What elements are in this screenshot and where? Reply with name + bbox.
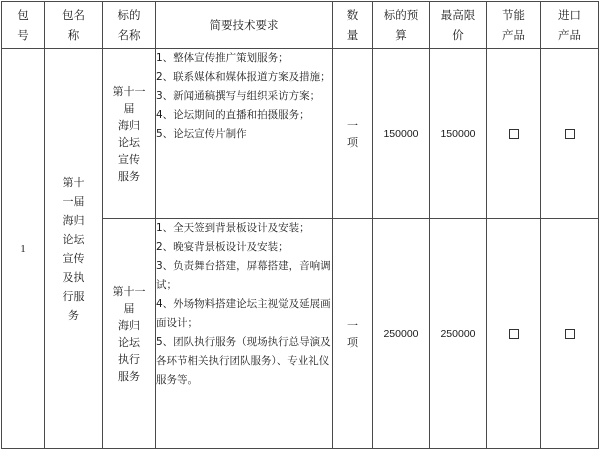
quantity-cell	[333, 219, 373, 449]
max-price-cell	[430, 219, 487, 449]
package-name-line: 宣传	[62, 251, 85, 265]
item-name-line: 第十一	[112, 84, 146, 98]
requirement-line: 2、联系媒体和媒体报道方案及措施；	[156, 71, 331, 83]
header-text: 价	[452, 28, 464, 42]
package-name-cell	[45, 49, 103, 449]
quantity-line: 一	[347, 318, 358, 332]
header-text: 包	[17, 8, 29, 22]
energy-saving-cell	[487, 219, 541, 449]
header-text: 进口	[558, 8, 581, 22]
header-text: 名称	[117, 28, 141, 42]
header-text: 号	[17, 28, 29, 42]
item-name-line: 海归	[118, 318, 140, 332]
package-name-line: 海归	[62, 213, 85, 227]
package-name-line: 务	[68, 308, 79, 322]
requirement-line: 1、全天签到背景板设计及安装；	[156, 222, 310, 234]
requirement-line: 1、整体宣传推广策划服务；	[156, 52, 289, 64]
header-requirements	[156, 2, 333, 49]
budget-cell	[373, 49, 430, 219]
quantity-line: 一	[347, 118, 358, 132]
energy-saving-checkbox[interactable]	[509, 329, 519, 339]
budget-cell	[373, 219, 430, 449]
item-name-line: 第十一	[112, 284, 146, 298]
quantity-line: 项	[347, 335, 358, 349]
header-item-name	[103, 2, 156, 49]
package-name-line: 行服	[62, 289, 85, 303]
requirement-line: 3、负责舞台搭建，屏幕搭建，音响调试；	[156, 260, 331, 291]
package-name-line: 论坛	[62, 232, 85, 246]
package-number-cell	[2, 49, 45, 449]
header-text: 量	[346, 28, 359, 42]
requirement-line: 5、团队执行服务（现场执行总导演及各环节相关执行团队服务）、专业礼仪服务等。	[156, 336, 331, 386]
imported-cell	[541, 219, 599, 449]
imported-cell	[541, 49, 599, 219]
item-name-line: 服务	[118, 169, 140, 183]
item-name-line: 届	[123, 101, 135, 115]
header-max-price	[430, 2, 487, 49]
header-text: 标的	[117, 8, 141, 22]
requirement-line: 4、论坛期间的直播和拍摄服务；	[156, 109, 310, 121]
budget-value: 250000	[383, 327, 419, 340]
header-imported	[541, 2, 599, 49]
package-name-line: 及执	[62, 270, 85, 284]
requirements-cell	[156, 49, 333, 219]
item-name-cell	[103, 49, 156, 219]
header-row	[2, 2, 599, 49]
header-budget	[373, 2, 430, 49]
header-text: 标的预	[383, 8, 419, 22]
item-name-line: 海归	[118, 118, 140, 132]
header-package-name	[45, 2, 103, 49]
energy-saving-checkbox[interactable]	[509, 129, 519, 139]
procurement-table	[1, 1, 599, 449]
requirement-line: 3、新闻通稿撰写与组织采访方案；	[156, 90, 321, 102]
requirement-line: 4、外场物料搭建论坛主视觉及延展画面设计；	[156, 298, 331, 329]
header-quantity	[333, 2, 373, 49]
quantity-cell	[333, 49, 373, 219]
table-row	[2, 49, 599, 219]
quantity-line: 项	[347, 135, 358, 149]
energy-saving-cell	[487, 49, 541, 219]
item-name-line: 论坛	[118, 135, 140, 149]
header-text: 产品	[558, 28, 581, 42]
item-name-line: 宣传	[118, 152, 140, 166]
header-text: 产品	[502, 28, 525, 42]
package-number: 1	[20, 242, 26, 255]
item-name-line: 执行	[118, 352, 140, 366]
item-name-cell	[103, 219, 156, 449]
max-price-cell	[430, 49, 487, 219]
max-price-value: 250000	[440, 327, 476, 340]
requirement-line: 2、晚宴背景板设计及安装；	[156, 241, 289, 253]
header-text: 简要技术要求	[209, 18, 279, 32]
requirements-cell	[156, 219, 333, 449]
header-text: 最高限	[440, 8, 476, 22]
header-text: 称	[67, 28, 80, 42]
header-energy-saving	[487, 2, 541, 49]
imported-checkbox[interactable]	[565, 329, 575, 339]
max-price-value: 150000	[440, 127, 476, 140]
header-text: 节能	[502, 8, 525, 22]
requirement-line: 5、论坛宣传片制作	[156, 128, 247, 140]
item-name-line: 论坛	[118, 335, 140, 349]
item-name-line: 届	[123, 301, 135, 315]
package-name-line: 一届	[62, 194, 85, 208]
budget-value: 150000	[383, 127, 419, 140]
package-name-line: 第十	[62, 175, 85, 189]
header-text: 包名	[62, 8, 85, 22]
header-package-number	[2, 2, 45, 49]
header-text: 数	[346, 8, 359, 22]
header-text: 算	[395, 28, 407, 42]
item-name-line: 服务	[118, 369, 140, 383]
imported-checkbox[interactable]	[565, 129, 575, 139]
